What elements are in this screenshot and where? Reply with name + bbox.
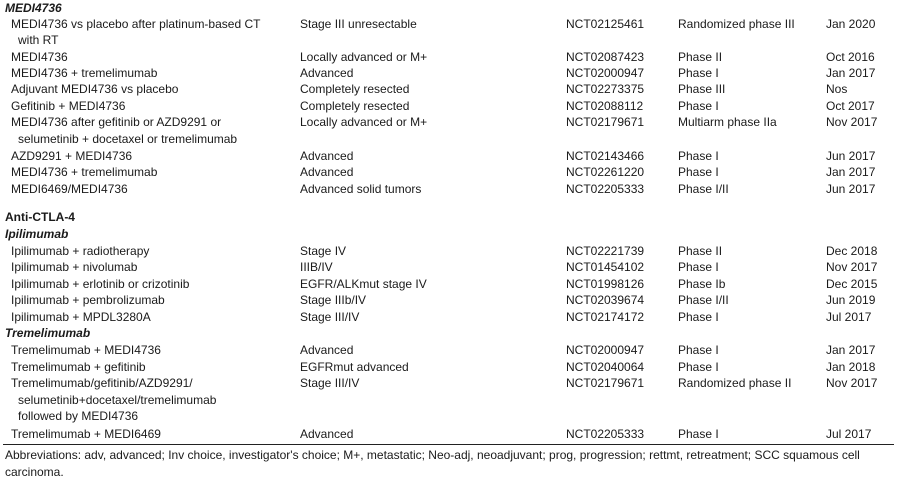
treatment-cell: Adjuvant MEDI4736 vs placebo (11, 82, 179, 96)
date-cell: Jan 2017 (826, 165, 876, 179)
treatment-cell: Ipilimumab + erlotinib or crizotinib (11, 277, 190, 291)
nct-cell: NCT02040064 (566, 360, 645, 374)
table-row (0, 292, 900, 309)
phase-cell: Phase I (678, 66, 719, 80)
treatment-cell: MEDI4736 after gefitinib or AZD9291 or (11, 115, 222, 129)
table-row-continuation (0, 131, 900, 148)
table-row (0, 342, 900, 359)
phase-cell: Phase I (678, 427, 719, 441)
date-cell: Jun 2017 (826, 182, 876, 196)
section-header-medi4736: MEDI4736 (5, 1, 62, 15)
nct-cell: NCT02179671 (566, 376, 645, 390)
treatment-cell: Tremelimumab + gefitinib (11, 360, 146, 374)
date-cell: Jan 2017 (826, 343, 876, 357)
date-cell: Jul 2017 (826, 310, 872, 324)
treatment-cell: MEDI4736 (11, 50, 68, 64)
table-row (0, 309, 900, 326)
date-cell: Jun 2019 (826, 293, 876, 307)
date-cell: Nov 2017 (826, 260, 878, 274)
date-cell: Jul 2017 (826, 427, 872, 441)
stage-cell: Advanced (300, 149, 354, 163)
nct-cell: NCT02261220 (566, 165, 645, 179)
table-row-continuation (0, 392, 900, 409)
nct-cell: NCT02179671 (566, 115, 645, 129)
stage-cell: Stage III/IV (300, 376, 360, 390)
stage-cell: IIIB/IV (300, 260, 333, 274)
table-row (0, 426, 900, 443)
table-row (0, 65, 900, 82)
nct-cell: NCT02000947 (566, 66, 645, 80)
phase-cell: Phase I/II (678, 293, 729, 307)
table-row (0, 181, 900, 198)
phase-cell: Randomized phase III (678, 17, 795, 31)
nct-cell: NCT02000947 (566, 343, 645, 357)
stage-cell: Completely resected (300, 82, 410, 96)
phase-cell: Phase I (678, 310, 719, 324)
date-cell: Dec 2015 (826, 277, 878, 291)
phase-cell: Phase I/II (678, 182, 729, 196)
section-header-row (0, 325, 900, 342)
stage-cell: Stage IV (300, 244, 347, 258)
phase-cell: Multiarm phase IIa (678, 115, 777, 129)
stage-cell: Advanced (300, 66, 354, 80)
nct-cell: NCT02143466 (566, 149, 645, 163)
phase-cell: Phase I (678, 260, 719, 274)
table-row-continuation (0, 408, 900, 425)
nct-cell: NCT02087423 (566, 50, 645, 64)
section-header-row (0, 0, 900, 17)
stage-cell: Advanced (300, 165, 354, 179)
treatment-cell: Ipilimumab + pembrolizumab (11, 293, 165, 307)
date-cell: Jan 2018 (826, 360, 876, 374)
abbreviations-footnote: Abbreviations: adv, advanced; Inv choice, investigator's choice; M+, metastatic; Neo-adj, neoadjuvant; prog, progression; rettmt, retreatment; SCC squamous cell carcinoma. (5, 448, 860, 479)
nct-cell: NCT02088112 (566, 99, 644, 113)
date-cell: Jan 2017 (826, 66, 876, 80)
stage-cell: Stage III/IV (300, 310, 360, 324)
date-cell: Nov 2017 (826, 376, 878, 390)
date-cell: Oct 2016 (826, 50, 875, 64)
stage-cell: EGFRmut advanced (300, 360, 409, 374)
date-cell: Nos (826, 82, 848, 96)
treatment-cell: MEDI4736 vs placebo after platinum-based CT (11, 17, 261, 31)
treatment-cell-continuation: selumetinib + docetaxel or tremelimumab (18, 132, 238, 146)
date-cell: Oct 2017 (826, 99, 875, 113)
phase-cell: Phase I (678, 99, 719, 113)
table-row (0, 359, 900, 376)
date-cell: Jun 2017 (826, 149, 876, 163)
nct-cell: NCT02221739 (566, 244, 645, 258)
nct-cell: NCT01998126 (566, 277, 645, 291)
section-header-ipilimumab: Ipilimumab (5, 227, 69, 241)
section-header-row (0, 226, 900, 243)
stage-cell: Locally advanced or M+ (300, 50, 428, 64)
stage-cell: Advanced (300, 427, 354, 441)
treatment-cell: Tremelimumab/gefitinib/AZD9291/ (11, 376, 193, 390)
date-cell: Nov 2017 (826, 115, 878, 129)
stage-cell: Completely resected (300, 99, 410, 113)
date-cell: Dec 2018 (826, 244, 878, 258)
phase-cell: Phase II (678, 50, 723, 64)
table-row (0, 276, 900, 293)
table-row (0, 81, 900, 98)
stage-cell: Locally advanced or M+ (300, 115, 428, 129)
stage-cell: Advanced solid tumors (300, 182, 422, 196)
treatment-cell: MEDI6469/MEDI4736 (11, 182, 128, 196)
table-row (0, 164, 900, 181)
phase-cell: Phase Ib (678, 277, 726, 291)
table-row (0, 16, 900, 33)
treatment-cell: Tremelimumab + MEDI4736 (11, 343, 161, 357)
phase-cell: Randomized phase II (678, 376, 792, 390)
nct-cell: NCT01454102 (566, 260, 645, 274)
phase-cell: Phase I (678, 165, 719, 179)
treatment-cell: Tremelimumab + MEDI6469 (11, 427, 161, 441)
treatment-cell: MEDI4736 + tremelimumab (11, 66, 158, 80)
treatment-cell: AZD9291 + MEDI4736 (11, 149, 133, 163)
nct-cell: NCT02205333 (566, 182, 645, 196)
table-row (0, 49, 900, 66)
treatment-cell-continuation: with RT (18, 33, 59, 47)
stage-cell: Advanced (300, 343, 354, 357)
table-row (0, 148, 900, 165)
nct-cell: NCT02174172 (566, 310, 645, 324)
section-header-row (0, 209, 900, 226)
stage-cell: Stage III unresectable (300, 17, 417, 31)
phase-cell: Phase II (678, 244, 723, 258)
table-row-continuation (0, 32, 900, 49)
nct-cell: NCT02039674 (566, 293, 645, 307)
stage-cell: EGFR/ALKmut stage IV (300, 277, 427, 291)
phase-cell: Phase III (678, 82, 726, 96)
treatment-cell: MEDI4736 + tremelimumab (11, 165, 158, 179)
treatment-cell: Ipilimumab + MPDL3280A (11, 310, 151, 324)
treatment-cell-continuation: followed by MEDI4736 (18, 409, 139, 423)
table-row (0, 375, 900, 392)
phase-cell: Phase I (678, 149, 719, 163)
treatment-cell: Ipilimumab + nivolumab (11, 260, 138, 274)
stage-cell: Stage IIIb/IV (300, 293, 367, 307)
table-row (0, 114, 900, 131)
nct-cell: NCT02125461 (566, 17, 645, 31)
table-row (0, 243, 900, 260)
treatment-cell: Ipilimumab + radiotherapy (11, 244, 150, 258)
phase-cell: Phase I (678, 343, 719, 357)
treatment-cell: Gefitinib + MEDI4736 (11, 99, 126, 113)
table-row (0, 98, 900, 115)
section-header-anti-ctla4: Anti-CTLA-4 (5, 210, 75, 224)
nct-cell: NCT02205333 (566, 427, 645, 441)
table-bottom-rule (3, 444, 894, 445)
treatment-cell-continuation: selumetinib+docetaxel/tremelimumab (18, 393, 217, 407)
phase-cell: Phase I (678, 360, 719, 374)
date-cell: Jan 2020 (826, 17, 876, 31)
nct-cell: NCT02273375 (566, 82, 645, 96)
table-row (0, 259, 900, 276)
section-header-tremelimumab: Tremelimumab (5, 326, 91, 340)
